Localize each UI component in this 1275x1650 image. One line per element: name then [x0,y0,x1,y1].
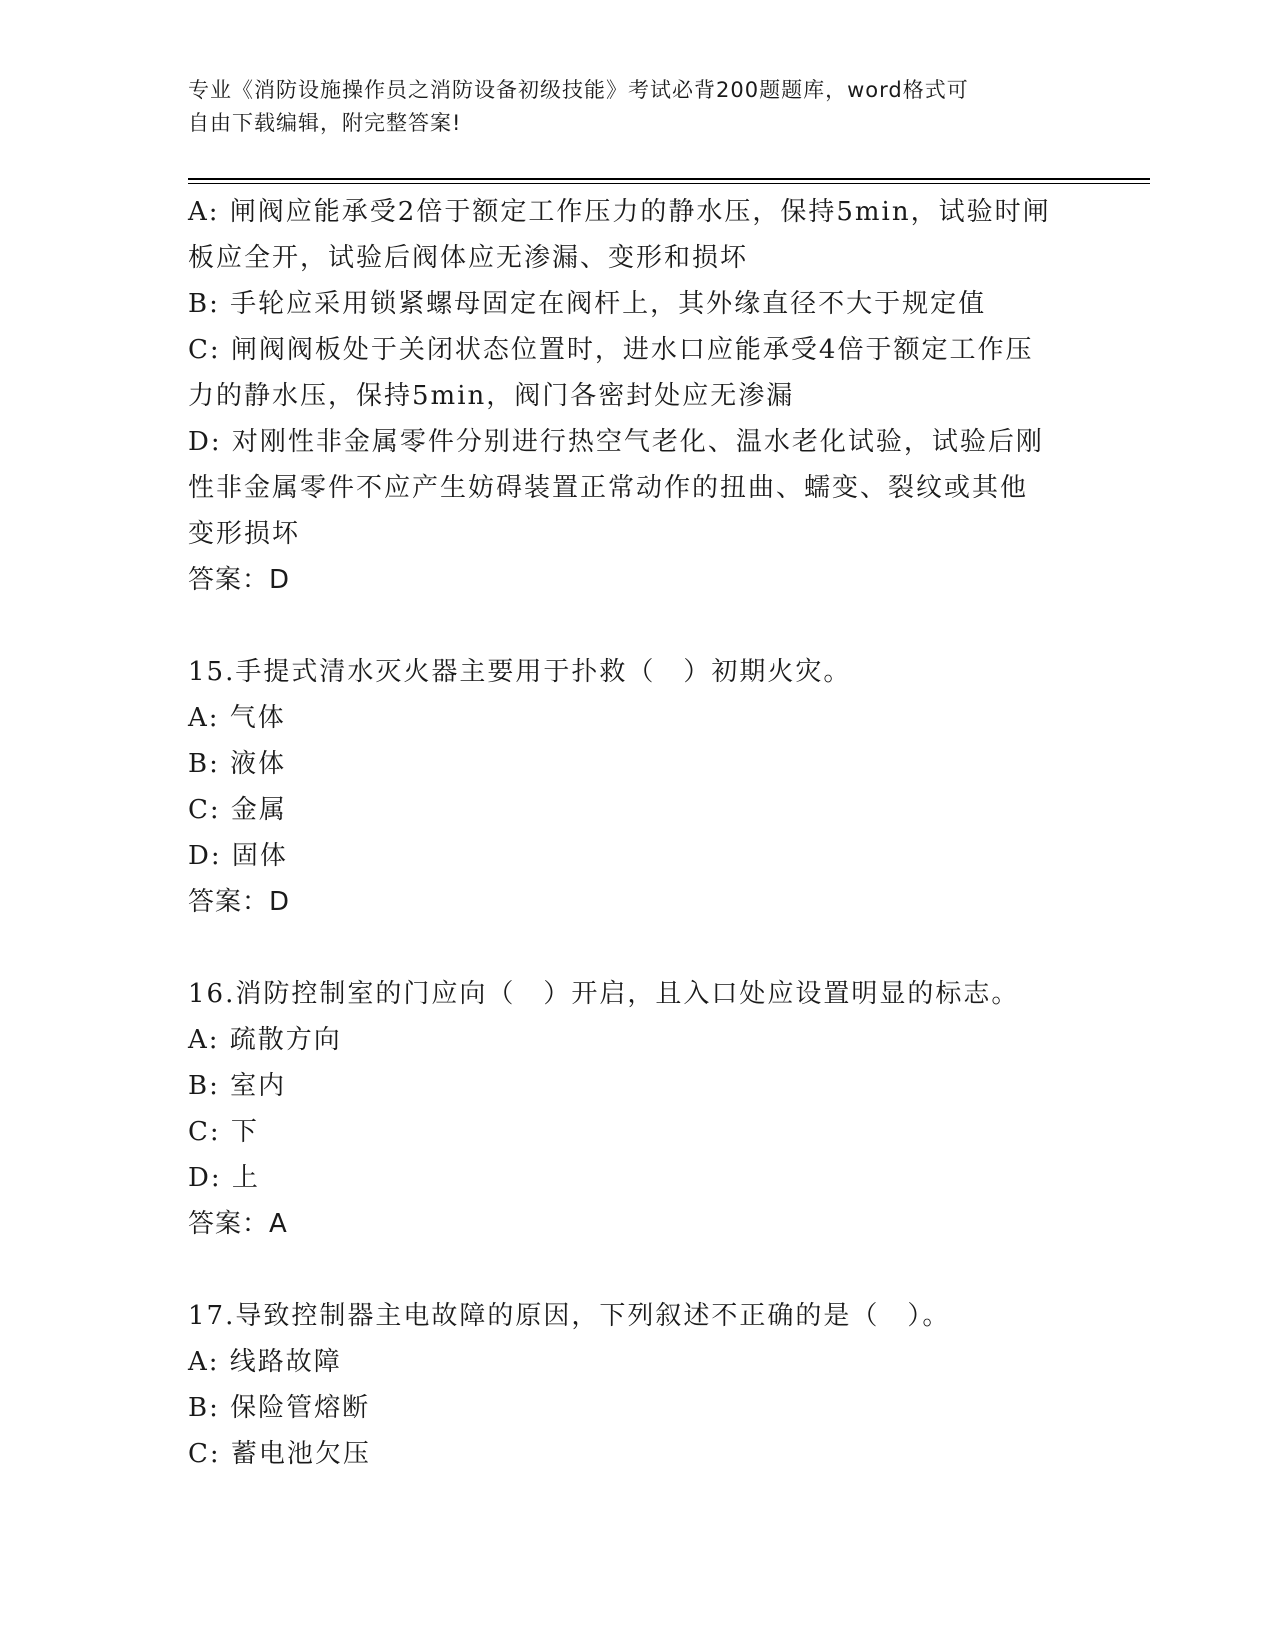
option-d: D: 固体 [188,841,288,871]
question-14-continued [188,189,1088,603]
question-stem: 15.手提式清水灭火器主要用于扑救（ ）初期火灾。 [188,657,852,687]
document-header [188,74,1088,140]
option-a: A: 气体 [188,703,286,733]
option-a: A: 线路故障 [188,1347,342,1377]
question-16 [188,971,1088,1247]
answer-text: 答案：D [188,887,291,917]
option-a-line-2: 板应全开，试验后阀体应无渗漏、变形和损坏 [188,243,749,273]
option-d-line-2: 性非金属零件不应产生妨碍装置正常动作的扭曲、蠕变、裂纹或其他 [188,473,1029,503]
header-line-1: 专业《消防设施操作员之消防设备初级技能》考试必背200题题库，word格式可 [188,78,969,102]
answer-text: 答案：A [188,1209,288,1239]
option-d-line-1: D: 对刚性非金属零件分别进行热空气老化、温水老化试验，试验后刚 [188,427,1044,457]
question-stem: 16.消防控制室的门应向（ ）开启，且入口处应设置明显的标志。 [188,979,1020,1009]
header-line-2: 自由下载编辑，附完整答案! [188,111,462,135]
option-b: B: 保险管熔断 [188,1393,371,1423]
question-stem: 17.导致控制器主电故障的原因，下列叙述不正确的是（ ）。 [188,1301,951,1331]
option-a: A: 疏散方向 [188,1025,342,1055]
option-c-line-2: 力的静水压，保持5min，阀门各密封处应无渗漏 [188,381,795,411]
option-d: D: 上 [188,1163,260,1193]
question-list [188,189,1088,1477]
spacer [188,1247,1088,1293]
option-b: B: 液体 [188,749,287,779]
spacer [188,925,1088,971]
question-17 [188,1293,1088,1477]
option-c: C: 下 [188,1117,259,1147]
option-a-line-1: A: 闸阀应能承受2倍于额定工作压力的静水压，保持5min，试验时闸 [188,197,1051,227]
option-c: C: 蓄电池欠压 [188,1439,371,1469]
option-b-line-1: B: 手轮应采用锁紧螺母固定在阀杆上，其外缘直径不大于规定值 [188,289,987,319]
option-b: B: 室内 [188,1071,287,1101]
option-c-line-1: C: 闸阀阀板处于关闭状态位置时，进水口应能承受4倍于额定工作压 [188,335,1034,365]
spacer [188,603,1088,649]
option-d-line-3: 变形损坏 [188,519,301,549]
option-c: C: 金属 [188,795,287,825]
header-divider-thin [188,183,1150,184]
header-divider-thick [188,178,1150,180]
answer-text: 答案：D [188,565,291,595]
question-15 [188,649,1088,925]
